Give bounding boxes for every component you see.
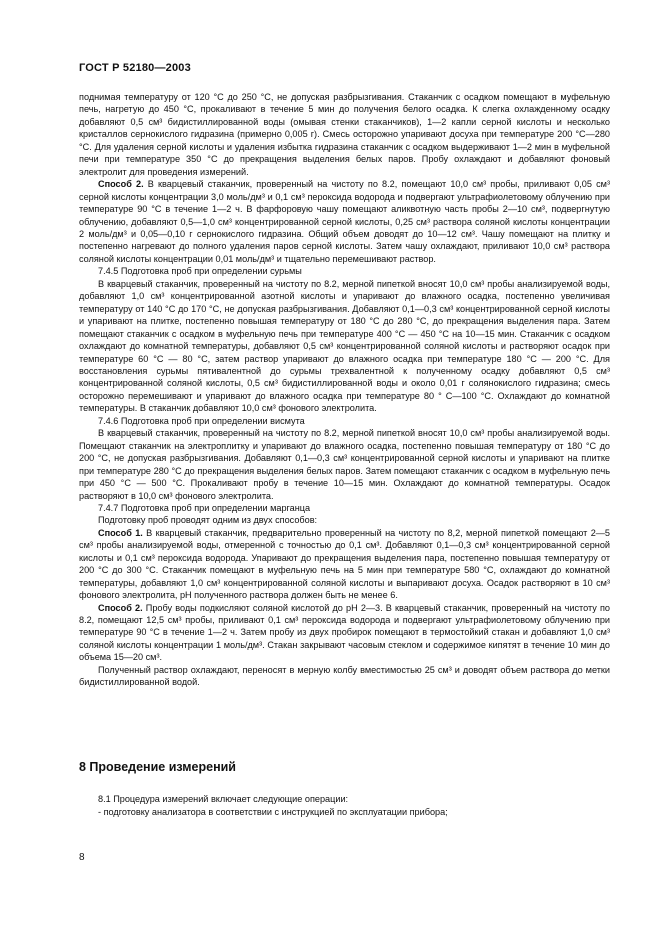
page-number: 8 [79,852,85,863]
paragraph: Полученный раствор охлаждают, переносят в мерную колбу вместимостью 25 см³ и доводят объем раствора до метки бидистиллированной водой. [79,664,610,688]
paragraph: Подготовку проб проводят одним из двух способов: [98,515,318,526]
subsection-heading-7-4-5: 7.4.5 Подготовка проб при определении сурьмы [98,266,302,277]
method-label: Способ 1. [98,527,143,538]
document-body [79,91,610,689]
paragraph: В кварцевый стаканчик, проверенный на чистоту по 8.2, мерной пипеткой вносят 10,0 см³ пробы анализируемой воды. Помещают стаканчик на электроплитку и упаривают до влажного осадка, постепенно повышая температуру от 180 °С до 200 °С, не допуская разбрызгивания. Добавляют 0,1—0,3 см³ концентрированной серной кислоты и упаривают на плитке при температуре 280 °С до прекращения выделения белых паров. Затем помещают стаканчик с осадком в муфельную печь при 450 °С — 500 °С. Прокаливают пробу в течение 10—15 мин. Охлаждают до комнатной температуры. Осадок растворяют в 10,0 см³ фонового электролита. [79,428,610,501]
paragraph-method-2 [79,602,610,664]
paragraph-method-1 [79,527,610,602]
section-8-body [79,793,610,819]
paragraph: 8.1 Процедура измерений включает следующие операции: [98,794,349,804]
paragraph-text: В кварцевый стаканчик, предварительно проверенный на чистоту по 8,2, мерной пипеткой помещают 2—5 см³ пробы анализируемой воды, отмеренной с точностью до 0,1 см³. Добавляют 0,1—0,3 см³ концентрированной серной кислоты и 0,1 см³ пероксида водорода. Упаривают до прекращения выделения пара, постепенно повышая температуру от 200 °С до 300 °С. Стаканчик помещают в муфельную печь на 5 мин при температуре 580 °С, охлаждают до комнатной температуры, добавляют 1,0 см³ концентрированной соляной кислоты и выпаривают досуха. Осадок растворяют в 10 см³ фонового электролита, рН полученного раствора должен быть не менее 6. [79,527,610,601]
paragraph-text: В кварцевый стаканчик, проверенный на чистоту по 8.2, помещают 10,0 см³ пробы, приливают 0,05 см³ серной кислоты концентрации 3,0 моль/дм³ и 0,1 см³ пероксида водорода и подвергают ультрафиолетовому облучению при температуре 90 °С в течение 1—2 ч. В фарфоровую чашу помещают аликвотную часть пробы 2—10 см³, подвергнутую облучению, добавляют 0,5—1,0 см³ концентрированной серной кислоты, 0,25 см³ раствора соляной кислоты концентрации 2 моль/дм³ и 0,05—0,10 г сернокислого гидразина. Общий объем доводят до 10—12 см³. Чашу помещают на плитку и постепенно нагревают до полного удаления паров серной кислоты. Затем чашу охлаждают, приливают 10,0 см³ раствора соляной кислоты концентрации 0,01 моль/дм³ и тщательно перемешивают раствор. [79,179,610,264]
subsection-heading-7-4-7: 7.4.7 Подготовка проб при определении марганца [98,502,311,513]
subsection-heading-7-4-6: 7.4.6 Подготовка проб при определении висмута [98,415,305,426]
method-label: Способ 2. [98,179,144,190]
paragraph-text: Пробу воды подкисляют соляной кислотой до рН 2—3. В кварцевый стаканчик, проверенный на чистоту по 8.2, помещают 12,5 см³ пробы, приливают 0,1 см³ пероксида водорода и подвергают ультрафиолетовому облучению при температуре 90 °С в течение 1—2 ч. Затем пробу из двух пробирок помещают в термостойкий стакан и добавляют 1,0 см³ соляной кислоты концентрации 1 моль/дм³. Стакан закрывают часовым стеклом и содержимое кипятят в течение 10 мин до объема 15—20 см³. [79,602,610,663]
list-item: - подготовку анализатора в соответствии с инструкцией по эксплуатации прибора; [98,807,448,817]
paragraph-method-2 [79,178,610,265]
section-heading-8: 8 Проведение измерений [79,760,236,774]
paragraph: поднимая температуру от 120 °С до 250 °С, не допуская разбрызгивания. Стаканчик с осадком помещают в муфельную печь, нагретую до 450 °С, прокаливают в течение 5 мин до получения белого осадка. К слегка охлажденному осадку добавляют 0,5 см³ бидистиллированной воды (омывая стенки стаканчиков), 1—2 капли серной кислоты и несколько кристаллов сернокислого гидразина (примерно 0,005 г). Смесь осторожно упаривают досуха при температуре 200 °С—280 °С. Для удаления серной кислоты и удаления избытка гидразина стаканчик с осадком выдерживают 1—2 мин в муфельной печи при температуре 350 °С до прекращения выделения белых паров. Пробу охлаждают и добавляют фоновый электролит для проведения измерений. [79,92,610,177]
document-header: ГОСТ Р 52180—2003 [79,62,191,74]
paragraph: В кварцевый стаканчик, проверенный на чистоту по 8.2, мерной пипеткой вносят 10,0 см³ пробы анализируемой воды, добавляют 1,0 см³ концентрированной азотной кислоты и упаривают до влажного осадка, постепенно увеличивая температуру от 140 °С до 170 °С, не допуская разбрызгивания. Добавляют 0,1—0,3 см³ концентрированной серной кислоты и упаривают на плитке, постепенно повышая температуру от 180 °С до 280 °С, до прекращения выделения пара. Затем помещают стаканчик с осадком в муфельную печь при температуре 400 °С — 450 °С на 10—15 мин. Стаканчик с осадком охлаждают до комнатной температуры, добавляют 0,5 см³ концентрированной соляной кислоты и растворяют осадок при температуре 60 °С — 80 °С, затем раствор упаривают до влажного осадка при температуре 180 °С — 200 °С. Для восстановления сурьмы пятивалентной до сурьмы трехвалентной к полученному осадку добавляют 0,5 см³ концентрированной соляной кислоты, 0,5 см³ бидистиллированной воды и около 0,01 г солянокислого гидразина; смесь осторожно перемешивают и упаривают до влажного осадка при температуре 80 ° С—100 °С. Охлаждают до комнатной температуры. В стаканчик добавляют 10,0 см³ фонового электролита. [79,278,610,414]
method-label: Способ 2. [98,602,143,613]
